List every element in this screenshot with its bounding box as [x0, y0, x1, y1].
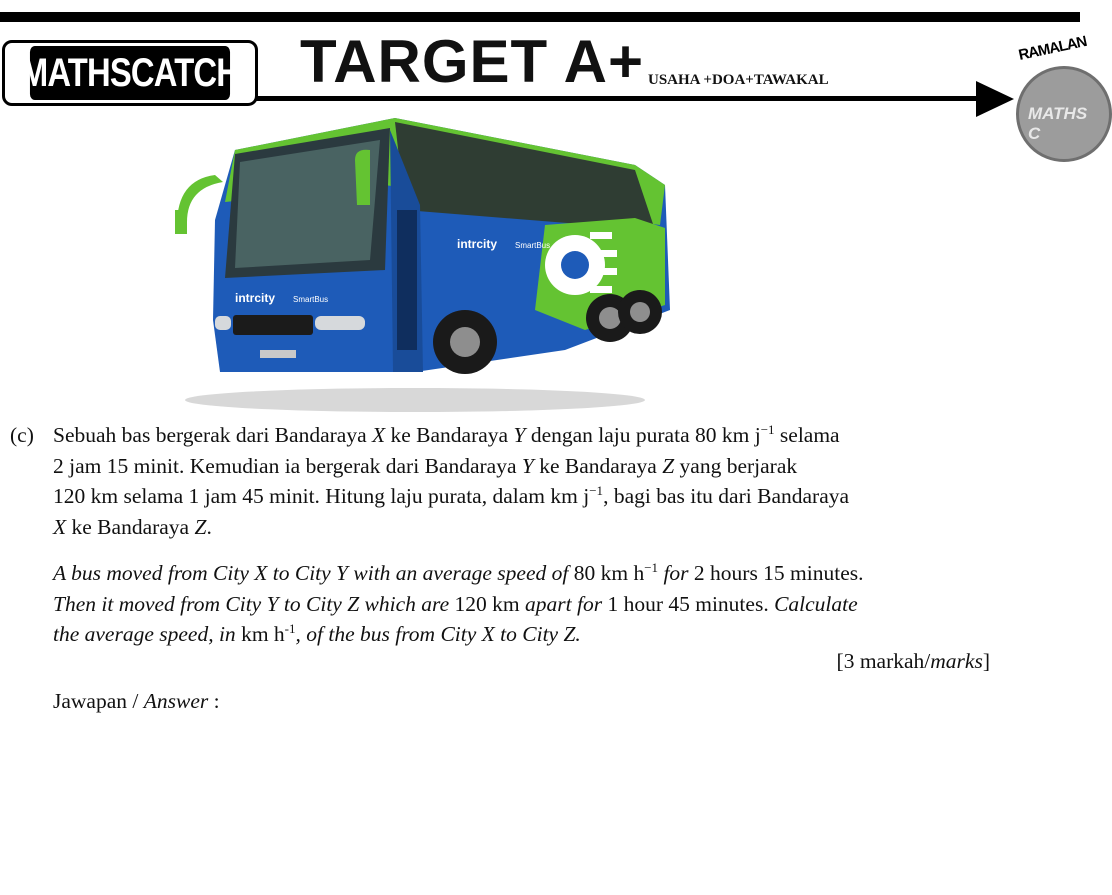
malay-line-4: X ke Bandaraya Z. — [53, 514, 212, 539]
logo-disc-text: MATHS C — [1028, 104, 1088, 143]
english-line-1: A bus moved from City X to City Y with an average speed of 80 km $h^{-1}$ for 2 hours 15 minutes. — [53, 560, 864, 585]
front-door — [397, 210, 417, 350]
question-english — [53, 558, 1003, 650]
headlight-left — [215, 316, 231, 330]
side-brand-text: intrcity — [457, 237, 498, 251]
bus-shadow — [185, 388, 645, 412]
english-line-2: Then it moved from City Y to City Z which are 120 km apart for 1 hour 45 minutes. Calculate — [53, 591, 858, 616]
malay-line-3: 120 km selama 1 jam 45 minit. Hitung laju purata, dalam km $j^{-1}$, bagi bas itu dari Bandaraya — [53, 483, 850, 508]
bus-illustration — [165, 110, 685, 415]
license-plate — [260, 350, 296, 358]
logo-arc-text: RAMALAN — [1016, 33, 1088, 64]
marks-label: [3 markah/marks] — [836, 649, 990, 673]
side-sub-brand-text: SmartBus — [515, 241, 551, 250]
page-title: TARGET A+ — [300, 28, 645, 95]
front-sub-brand-text: SmartBus — [293, 295, 329, 304]
headlight-right — [315, 316, 365, 330]
question-malay — [53, 420, 1003, 542]
answer-label: Jawapan / Answer : — [53, 689, 220, 713]
question-label: (c) — [10, 423, 34, 447]
mirror-right — [355, 150, 370, 205]
front-brand-text: intrcity — [235, 291, 276, 305]
ramalan-maths-logo — [1010, 33, 1088, 170]
front-grille — [233, 315, 313, 335]
brand-text: MATHSCATCH — [30, 46, 230, 100]
motto-text: USAHA +DOA+TAWAKAL — [648, 72, 829, 88]
english-line-3: the average speed, in km $h^{-1}$, of the bus from City X to City Z. — [53, 621, 581, 646]
brand-logo-box — [2, 40, 258, 106]
top-rule — [0, 12, 1080, 22]
header-arrow-line — [255, 96, 995, 101]
arrow-right-icon — [976, 81, 1014, 117]
malay-line-1: Sebuah bas bergerak dari Bandaraya X ke Bandaraya Y dengan laju purata 80 km $j^{-1}$ selama — [53, 422, 840, 447]
malay-line-2: 2 jam 15 minit. Kemudian ia bergerak dari Bandaraya Y ke Bandaraya Z yang berjarak — [53, 453, 798, 478]
